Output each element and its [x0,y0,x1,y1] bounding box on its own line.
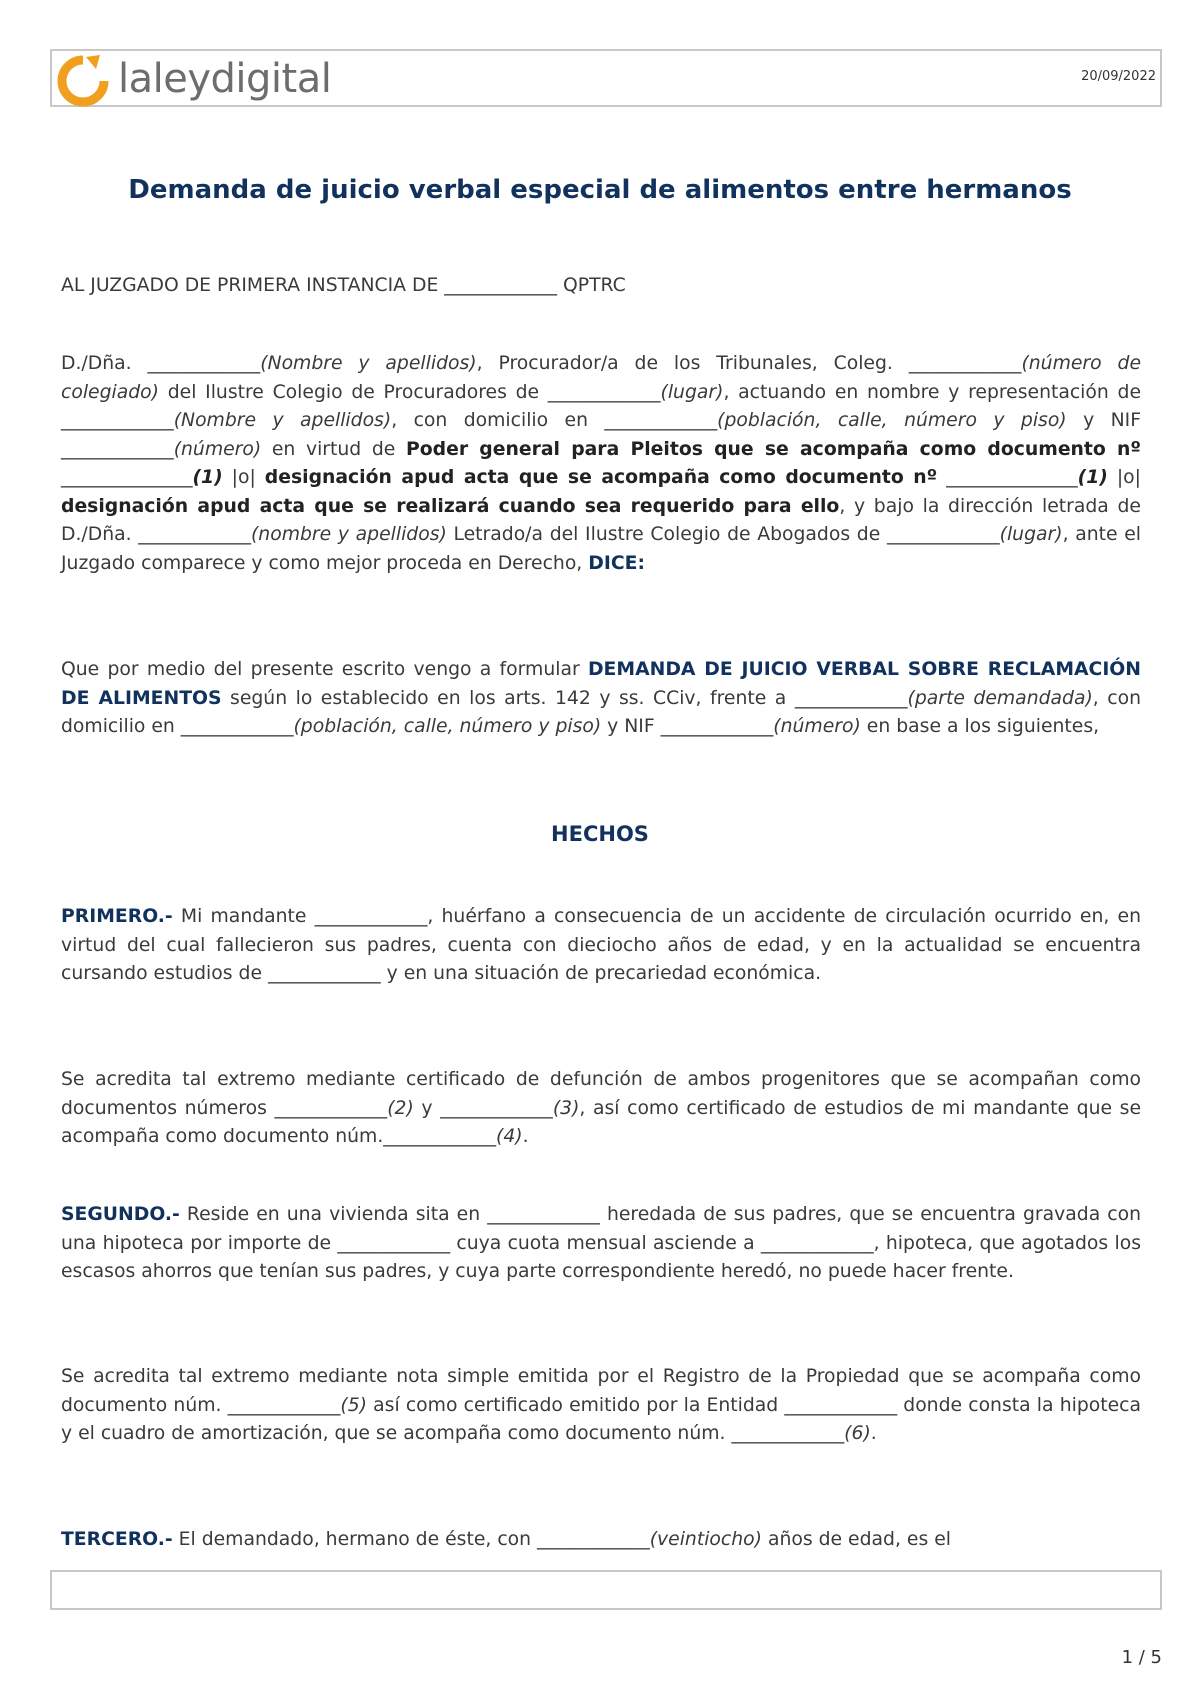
logo [56,53,331,105]
segundo-paragraph: SEGUNDO.- Reside en una vivienda sita en ____________ heredada de sus padres, que se encuentra gravada con una hipoteca por importe de ____________ cuya cuota mensual asciende a ____________, hipoteca, que agotados los escasos ahorros que tenían sus padres, y cuya parte correspondiente heredó, no puede hacer frente. [61,1204,1141,1282]
primero-paragraph: PRIMERO.- Mi mandante ____________, huérfano a consecuencia de un accidente de circulación ocurrido en, en virtud del cual fallecieron sus padres, cuenta con dieciocho años de edad, y en la actualidad se encuentra cursando estudios de ____________ y en una situación de precariedad económica. [61,906,1141,984]
acredita-paragraph-2: Se acredita tal extremo mediante nota simple emitida por el Registro de la Propiedad que se acompaña como documento núm. ____________(5) así como certificado emitido por la Entidad ____________ donde consta la hipoteca y el cuadro de amortización, que se acompaña como documento núm. ____________(6). [61,1366,1141,1444]
acredita-paragraph-1: Se acredita tal extremo mediante certificado de defunción de ambos progenitores que se acompañan como documentos números ____________(2) y ____________(3), así como certificado de estudios de mi mandante que se acompaña como documento núm.____________(4). [61,1069,1141,1147]
laleydigital-logo-icon [56,51,112,107]
hechos-heading: HECHOS [551,822,649,846]
page-number: 1 / 5 [1121,1647,1162,1668]
document-date: 20/09/2022 [1081,69,1156,84]
intro-paragraph: D./Dña. ____________(Nombre y apellidos), Procurador/a de los Tribunales, Coleg. ____________(número de colegiado) del Ilustre Colegio de Procuradores de ____________(lugar), actuando en nombre y representación de ____________(Nombre y apellidos), con domicilio en ____________(población, calle, número y piso) y NIF ____________(número) en virtud de Poder general para Pleitos que se acompaña como documento nº ______________(1) |o| designación apud acta que se acompaña como documento nº ______________(1) |o| designación apud acta que se realizará cuando sea requerido para ello, y bajo la dirección letrada de D./Dña. ____________(nombre y apellidos) Letrado/a del Ilustre Colegio de Abogados de ____________(lugar), ante el Juzgado comparece y como mejor proceda en Derecho, DICE: [61,353,1141,574]
document-title: Demanda de juicio verbal especial de alimentos entre hermanos [128,175,1072,205]
tercero-paragraph: TERCERO.- El demandado, hermano de éste, con ____________(veintiocho) años de edad, es el [61,1529,951,1550]
page-header [50,49,1162,107]
demand-paragraph: Que por medio del presente escrito vengo a formular DEMANDA DE JUICIO VERBAL SOBRE RECLAMACIÓN DE ALIMENTOS según lo establecido en los arts. 142 y ss. CCiv, frente a ____________(parte demandada), con domicilio en ____________(población, calle, número y piso) y NIF ____________(número) en base a los siguientes, [61,659,1141,737]
logo-text: laleydigital [118,56,332,102]
page-footer [50,1570,1162,1610]
court-address: AL JUZGADO DE PRIMERA INSTANCIA DE ____________ QPTRC [61,275,626,296]
